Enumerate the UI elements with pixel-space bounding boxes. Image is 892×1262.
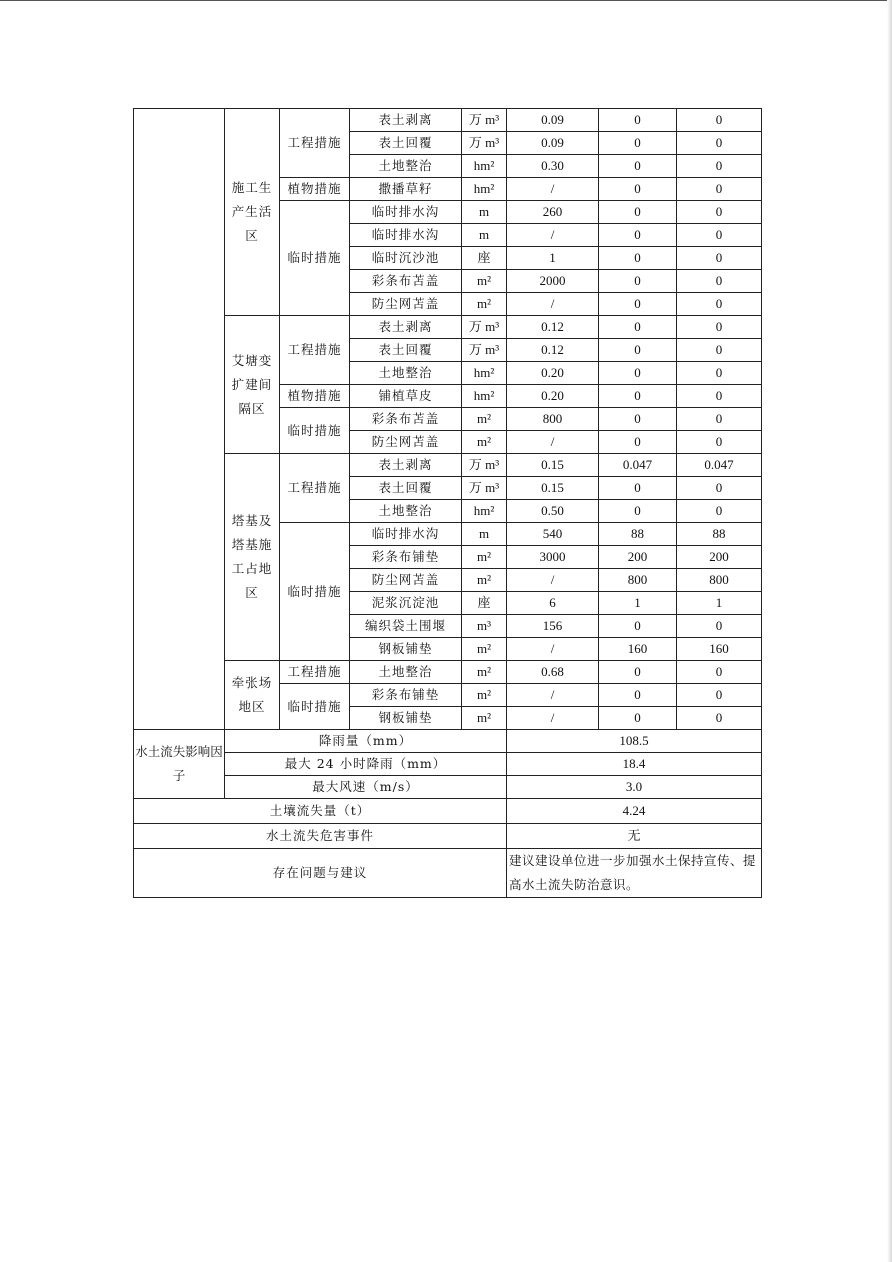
soil-loss-row — [134, 799, 762, 824]
measure-item-cell: 防尘网苫盖 — [350, 569, 462, 592]
factor-value-cell: 18.4 — [507, 753, 762, 776]
problems-label-cell: 存在问题与建议 — [134, 849, 507, 898]
design-quantity-cell: 0.30 — [507, 155, 599, 178]
completed-quantity-cell: 0 — [599, 178, 677, 201]
design-quantity-cell: 0.20 — [507, 385, 599, 408]
design-quantity-cell: 156 — [507, 615, 599, 638]
table-row — [134, 109, 762, 132]
unit-cell: m — [462, 224, 507, 247]
completed-quantity-cell: 88 — [599, 523, 677, 546]
measure-item-cell: 彩条布苫盖 — [350, 408, 462, 431]
completed-quantity-cell: 0 — [599, 339, 677, 362]
unit-cell: m² — [462, 684, 507, 707]
design-quantity-cell: / — [507, 224, 599, 247]
page-edge-shadow — [887, 0, 892, 1262]
problems-row — [134, 849, 762, 898]
acceptance-quantity-cell: 0 — [677, 178, 762, 201]
measure-type-cell: 临时措施 — [280, 408, 350, 454]
completed-quantity-cell: 200 — [599, 546, 677, 569]
completed-quantity-cell: 0 — [599, 247, 677, 270]
acceptance-quantity-cell: 0 — [677, 224, 762, 247]
design-quantity-cell: 0.12 — [507, 339, 599, 362]
area-name-cell: 艾塘变扩建间隔区 — [225, 316, 280, 454]
design-quantity-cell: / — [507, 638, 599, 661]
acceptance-quantity-cell: 0 — [677, 661, 762, 684]
design-quantity-cell: 0.15 — [507, 454, 599, 477]
design-quantity-cell: / — [507, 569, 599, 592]
factor-value-cell: 108.5 — [507, 730, 762, 753]
measure-item-cell: 撒播草籽 — [350, 178, 462, 201]
acceptance-quantity-cell: 0 — [677, 339, 762, 362]
blank-category-cell — [134, 109, 225, 730]
completed-quantity-cell: 800 — [599, 569, 677, 592]
design-quantity-cell: 0.09 — [507, 132, 599, 155]
factor-name-cell: 降雨量（mm） — [225, 730, 507, 753]
acceptance-quantity-cell: 800 — [677, 569, 762, 592]
design-quantity-cell: 1 — [507, 247, 599, 270]
completed-quantity-cell: 0 — [599, 477, 677, 500]
unit-cell: m² — [462, 569, 507, 592]
factor-row — [134, 776, 762, 799]
unit-cell: hm² — [462, 385, 507, 408]
completed-quantity-cell: 160 — [599, 638, 677, 661]
design-quantity-cell: / — [507, 707, 599, 730]
measure-item-cell: 表土回覆 — [350, 477, 462, 500]
unit-cell: m² — [462, 707, 507, 730]
factor-row — [134, 730, 762, 753]
design-quantity-cell: 2000 — [507, 270, 599, 293]
unit-cell: hm² — [462, 362, 507, 385]
acceptance-quantity-cell: 0 — [677, 293, 762, 316]
completed-quantity-cell: 0 — [599, 408, 677, 431]
measure-item-cell: 土地整治 — [350, 155, 462, 178]
acceptance-quantity-cell: 0 — [677, 270, 762, 293]
factor-name-cell: 最大风速（m/s） — [225, 776, 507, 799]
soil-conservation-measures-table — [133, 108, 762, 898]
completed-quantity-cell: 0 — [599, 201, 677, 224]
completed-quantity-cell: 0 — [599, 155, 677, 178]
hazard-event-value-cell: 无 — [507, 824, 762, 849]
unit-cell: m² — [462, 431, 507, 454]
measure-item-cell: 彩条布铺垫 — [350, 684, 462, 707]
measure-item-cell: 泥浆沉淀池 — [350, 592, 462, 615]
unit-cell: m — [462, 201, 507, 224]
completed-quantity-cell: 0 — [599, 385, 677, 408]
measure-item-cell: 彩条布苫盖 — [350, 270, 462, 293]
measure-item-cell: 钢板铺垫 — [350, 638, 462, 661]
measure-item-cell: 表土剥离 — [350, 109, 462, 132]
acceptance-quantity-cell: 0 — [677, 385, 762, 408]
measure-item-cell: 编织袋土围堰 — [350, 615, 462, 638]
unit-cell: 万 m³ — [462, 477, 507, 500]
completed-quantity-cell: 0 — [599, 362, 677, 385]
completed-quantity-cell: 0 — [599, 109, 677, 132]
soil-loss-label-cell: 土壤流失量（t） — [134, 799, 507, 824]
acceptance-quantity-cell: 0.047 — [677, 454, 762, 477]
measure-type-cell: 临时措施 — [280, 523, 350, 661]
hazard-event-label-cell: 水土流失危害事件 — [134, 824, 507, 849]
completed-quantity-cell: 0 — [599, 132, 677, 155]
area-name-cell: 塔基及塔基施工占地区 — [225, 454, 280, 661]
table-row — [134, 316, 762, 339]
acceptance-quantity-cell: 160 — [677, 638, 762, 661]
measure-item-cell: 临时排水沟 — [350, 201, 462, 224]
unit-cell: m² — [462, 293, 507, 316]
acceptance-quantity-cell: 0 — [677, 431, 762, 454]
measure-item-cell: 表土回覆 — [350, 339, 462, 362]
completed-quantity-cell: 0 — [599, 684, 677, 707]
acceptance-quantity-cell: 0 — [677, 684, 762, 707]
measure-item-cell: 临时沉沙池 — [350, 247, 462, 270]
completed-quantity-cell: 0 — [599, 615, 677, 638]
unit-cell: 万 m³ — [462, 109, 507, 132]
measure-item-cell: 防尘网苫盖 — [350, 431, 462, 454]
factor-row — [134, 753, 762, 776]
completed-quantity-cell: 0 — [599, 431, 677, 454]
design-quantity-cell: 0.20 — [507, 362, 599, 385]
unit-cell: 万 m³ — [462, 454, 507, 477]
acceptance-quantity-cell: 88 — [677, 523, 762, 546]
acceptance-quantity-cell: 0 — [677, 477, 762, 500]
table-row — [134, 454, 762, 477]
completed-quantity-cell: 0 — [599, 316, 677, 339]
unit-cell: hm² — [462, 178, 507, 201]
completed-quantity-cell: 0 — [599, 293, 677, 316]
unit-cell: hm² — [462, 500, 507, 523]
measure-item-cell: 土地整治 — [350, 500, 462, 523]
acceptance-quantity-cell: 0 — [677, 247, 762, 270]
completed-quantity-cell: 0 — [599, 270, 677, 293]
measure-type-cell: 工程措施 — [280, 109, 350, 178]
factor-name-cell: 最大 24 小时降雨（mm） — [225, 753, 507, 776]
acceptance-quantity-cell: 0 — [677, 155, 762, 178]
design-quantity-cell: / — [507, 431, 599, 454]
design-quantity-cell: / — [507, 293, 599, 316]
measure-type-cell: 植物措施 — [280, 385, 350, 408]
design-quantity-cell: 0.15 — [507, 477, 599, 500]
unit-cell: 座 — [462, 247, 507, 270]
measure-type-cell: 临时措施 — [280, 201, 350, 316]
unit-cell: 万 m³ — [462, 316, 507, 339]
unit-cell: m² — [462, 638, 507, 661]
acceptance-quantity-cell: 0 — [677, 500, 762, 523]
acceptance-quantity-cell: 0 — [677, 132, 762, 155]
acceptance-quantity-cell: 0 — [677, 707, 762, 730]
acceptance-quantity-cell: 1 — [677, 592, 762, 615]
measure-item-cell: 临时排水沟 — [350, 523, 462, 546]
design-quantity-cell: / — [507, 178, 599, 201]
design-quantity-cell: 6 — [507, 592, 599, 615]
design-quantity-cell: 0.12 — [507, 316, 599, 339]
unit-cell: m² — [462, 661, 507, 684]
completed-quantity-cell: 0 — [599, 500, 677, 523]
design-quantity-cell: 3000 — [507, 546, 599, 569]
design-quantity-cell: 800 — [507, 408, 599, 431]
table-body — [134, 109, 762, 898]
completed-quantity-cell: 0.047 — [599, 454, 677, 477]
measure-item-cell: 临时排水沟 — [350, 224, 462, 247]
measure-type-cell: 工程措施 — [280, 316, 350, 385]
measure-item-cell: 铺植草皮 — [350, 385, 462, 408]
factor-label-cell: 水土流失影响因子 — [134, 730, 225, 799]
table-row — [134, 661, 762, 684]
soil-conservation-table-container — [133, 108, 761, 898]
measure-type-cell: 工程措施 — [280, 454, 350, 523]
measure-item-cell: 表土回覆 — [350, 132, 462, 155]
area-name-cell: 牵张场地区 — [225, 661, 280, 730]
completed-quantity-cell: 0 — [599, 224, 677, 247]
design-quantity-cell: 0.68 — [507, 661, 599, 684]
completed-quantity-cell: 0 — [599, 707, 677, 730]
unit-cell: m — [462, 523, 507, 546]
unit-cell: 座 — [462, 592, 507, 615]
unit-cell: m² — [462, 546, 507, 569]
unit-cell: hm² — [462, 155, 507, 178]
measure-item-cell: 表土剥离 — [350, 454, 462, 477]
hazard-event-row — [134, 824, 762, 849]
page-top-border — [0, 0, 892, 1]
unit-cell: m² — [462, 270, 507, 293]
measure-item-cell: 土地整治 — [350, 362, 462, 385]
measure-item-cell: 彩条布铺垫 — [350, 546, 462, 569]
acceptance-quantity-cell: 0 — [677, 615, 762, 638]
measure-type-cell: 工程措施 — [280, 661, 350, 684]
completed-quantity-cell: 1 — [599, 592, 677, 615]
acceptance-quantity-cell: 0 — [677, 109, 762, 132]
unit-cell: 万 m³ — [462, 339, 507, 362]
acceptance-quantity-cell: 0 — [677, 408, 762, 431]
design-quantity-cell: 540 — [507, 523, 599, 546]
unit-cell: 万 m³ — [462, 132, 507, 155]
unit-cell: m³ — [462, 615, 507, 638]
problems-suggestion-cell: 建议建设单位进一步加强水土保持宣传、提高水土流失防治意识。 — [507, 849, 762, 898]
unit-cell: m² — [462, 408, 507, 431]
measure-item-cell: 表土剥离 — [350, 316, 462, 339]
design-quantity-cell: 260 — [507, 201, 599, 224]
acceptance-quantity-cell: 200 — [677, 546, 762, 569]
measure-item-cell: 钢板铺垫 — [350, 707, 462, 730]
completed-quantity-cell: 0 — [599, 661, 677, 684]
acceptance-quantity-cell: 0 — [677, 362, 762, 385]
measure-item-cell: 防尘网苫盖 — [350, 293, 462, 316]
measure-type-cell: 临时措施 — [280, 684, 350, 730]
design-quantity-cell: 0.50 — [507, 500, 599, 523]
area-name-cell: 施工生产生活区 — [225, 109, 280, 316]
design-quantity-cell: / — [507, 684, 599, 707]
factor-value-cell: 3.0 — [507, 776, 762, 799]
acceptance-quantity-cell: 0 — [677, 316, 762, 339]
measure-type-cell: 植物措施 — [280, 178, 350, 201]
design-quantity-cell: 0.09 — [507, 109, 599, 132]
acceptance-quantity-cell: 0 — [677, 201, 762, 224]
measure-item-cell: 土地整治 — [350, 661, 462, 684]
soil-loss-value-cell: 4.24 — [507, 799, 762, 824]
